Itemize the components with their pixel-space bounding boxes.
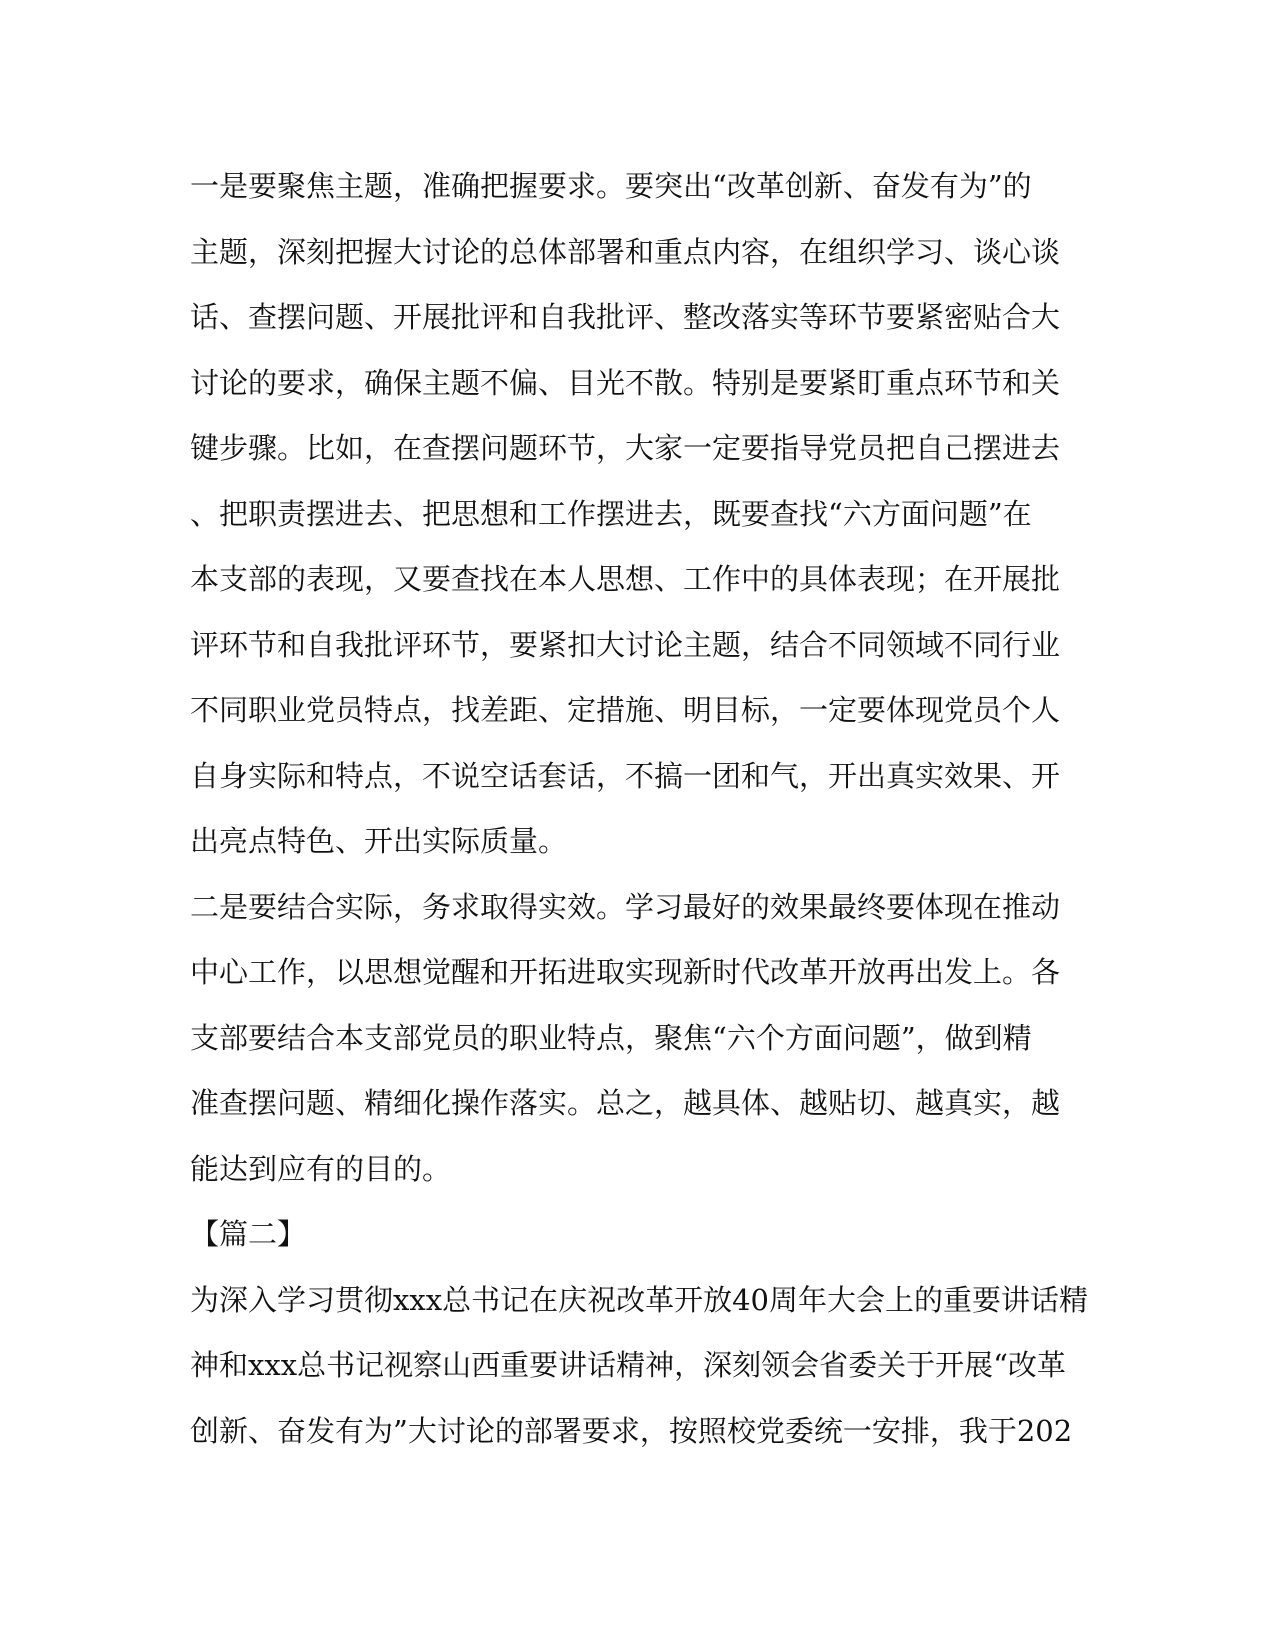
paragraph-2-line-3: 支部要结合本支部党员的职业特点，聚焦“六个方面问题”，做到精 (190, 1020, 1032, 1055)
document-body (190, 154, 1090, 1464)
paragraph-1-line-1: 一是要聚焦主题，准确把握要求。要突出“改革创新、奋发有为”的 (190, 169, 1032, 203)
paragraph-1-line-10: 自身实际和特点，不说空话套话，不搞一团和气，开出真实效果、开 (190, 758, 1061, 793)
section-heading: 【篇二】 (190, 1217, 307, 1251)
paragraph-1-line-4: 讨论的要求，确保主题不偏、目光不散。特别是要紧盯重点环节和关 (190, 365, 1061, 400)
paragraph-3-line-3: 创新、奋发有为”大讨论的部署要求，按照校党委统一安排，我于202 (190, 1413, 1073, 1448)
paragraph-1-line-5: 键步骤。比如，在查摆问题环节，大家一定要指导党员把自己摆进去 (190, 431, 1061, 465)
paragraph-2-line-1: 二是要结合实际，务求取得实效。学习最好的效果最终要体现在推动 (190, 889, 1061, 924)
paragraph-1-line-8: 评环节和自我批评环节，要紧扣大讨论主题，结合不同领域不同行业 (190, 627, 1061, 662)
paragraph-2-line-5: 能达到应有的目的。 (190, 1151, 452, 1186)
paragraph-2-line-4: 准查摆问题、精细化操作落实。总之，越具体、越贴切、越真实，越 (190, 1086, 1061, 1120)
paragraph-3-line-2: 神和xxx总书记视察山西重要讲话精神，深刻领会省委关于开展“改革 (190, 1348, 1066, 1382)
paragraph-1-line-11: 出亮点特色、开出实际质量。 (190, 824, 568, 858)
paragraph-1-line-6: 、把职责摆进去、把思想和工作摆进去，既要查找“六方面问题”在 (190, 496, 1032, 531)
paragraph-1-line-9: 不同职业党员特点，找差距、定措施、明目标，一定要体现党员个人 (190, 693, 1061, 727)
paragraph-2-line-2: 中心工作，以思想觉醒和开拓进取实现新时代改革开放再出发上。各 (190, 955, 1061, 989)
paragraph-1-line-7: 本支部的表现，又要查找在本人思想、工作中的具体表现；在开展批 (190, 562, 1061, 596)
paragraph-1-line-3: 话、查摆问题、开展批评和自我批评、整改落实等环节要紧密贴合大 (190, 300, 1061, 334)
paragraph-1-line-2: 主题，深刻把握大讨论的总体部署和重点内容，在组织学习、谈心谈 (190, 234, 1061, 269)
paragraph-3-line-1: 为深入学习贯彻xxx总书记在庆祝改革开放40周年大会上的重要讲话精 (190, 1282, 1088, 1317)
